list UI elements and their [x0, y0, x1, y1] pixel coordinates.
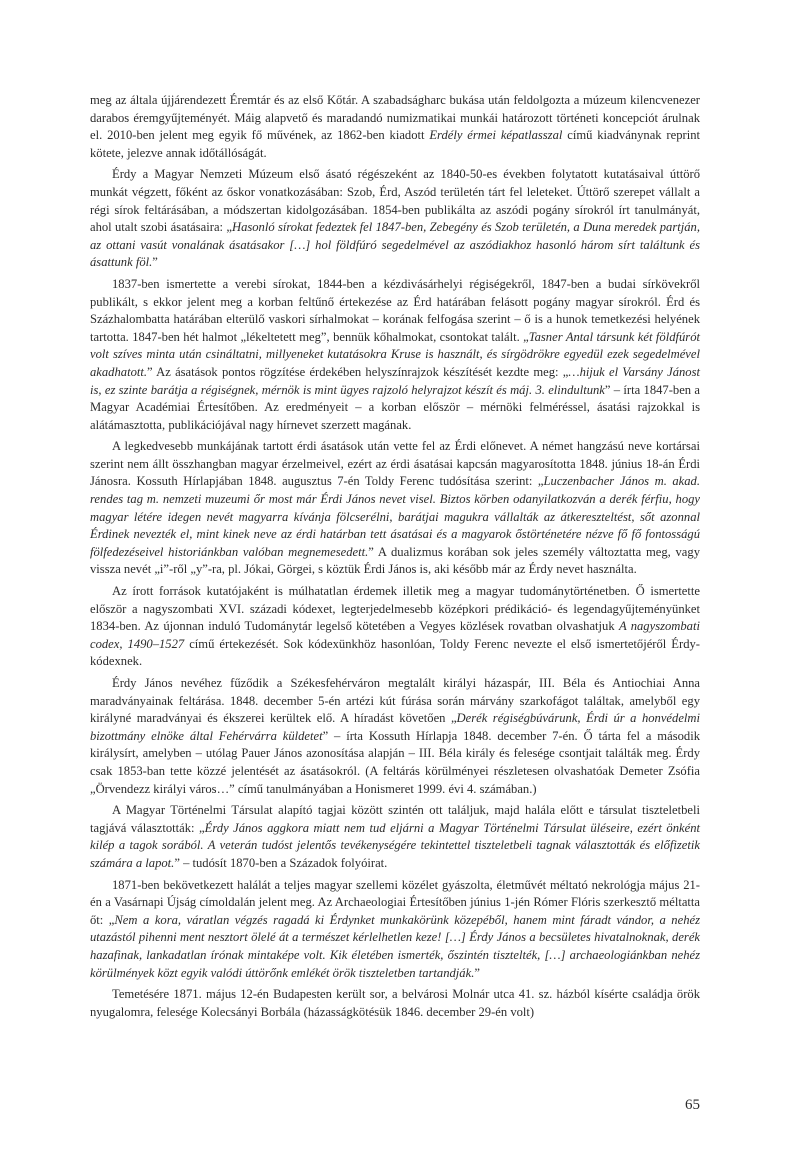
document-body [90, 92, 700, 1025]
paragraph-8: Temetésére 1871. május 12-én Budapesten került sor, a belvárosi Molnár utca 41. sz. házból kísérte családja örök nyugalomra, felesége Kolecsányi Borbála (házasságkötésük 1846. december 29-én volt) [90, 987, 700, 1019]
page-number: 65 [685, 1097, 700, 1113]
paragraph-6: A Magyar Történelmi Társulat alapító tagjai között szintén ott találjuk, majd halála előtt e társulat tiszteletbeli tagjává választották: „Érdy János aggkora miatt nem tud eljárni a Magyar Történelmi Társulat üléseire, ezért önként kilép a tagok sorából. A veterán tudóst jelentős tevékenységére tekintettel tiszteletbeli tagnak választották és előfizetik számára a lapot.” – tudósít 1870-ben a Századok folyóirat. [90, 803, 700, 870]
paragraph-0: meg az általa újjárendezett Éremtár és az első Kőtár. A szabadságharc bukása után feldolgozta a múzeum kilencvenezer darabos éremgyűjteményét. Máig alapvető és maradandó numizmatikai munkái határozott történeti koncepciót árulnak el. 2010-ben jelent meg egyik fő művének, az 1862-ben kiadott Erdély érmei képatlasszal című kiadványnak reprint kötete, jelezve annak időtállóságát. [90, 93, 701, 160]
paragraph-5: Érdy János nevéhez fűződik a Székesfehérváron megtalált királyi házaspár, III. Béla és Antiochiai Anna maradványainak feltárása. 1848. december 5-én artézi kút fúrása során márvány szarkofágot találtak, amelyből egy királyné maradványai és ékszerei kerültek elő. A híradást követően „Derék régiségbúvárunk, Érdi úr a honvédelmi bizottmány elnöke által Fehérvárra küldetet” – írta Kossuth Hírlapja 1848. december 7-én. Ő tárta fel a második királysírt, amelyben – utólag Pauer János azonosítása alapján – III. Béla király és felesége csontjait találták meg. Érdy csak 1853-ban tette közzé jelentését az ásatásokról. (A feltárás körülményei részletesen olvashatóak Demeter Zsófia „Örvendezz királyi város…” című tanulmányában a Honismeret 1999. évi 4. számában.) [90, 676, 700, 796]
paragraph-3: A legkedvesebb munkájának tartott érdi ásatások után vette fel az Érdi előnevet. A német hangzású neve kortársai szerint nem állt összhangban magyar érzelmeivel, ezért az érdi ásatásai kapcsán magyarosította 1848. június 18-án Érdi Jánosra. Kossuth Hírlapjában 1848. augusztus 7-én Toldy Ferenc tudósítása szerint: „Luczenbacher János m. akad. rendes tag m. nemzeti muzeumi őr most már Érdi János nevet visel. Biztos körben odanyilatkozván a derék férfiu, hogy magyar létére idegen nevét magyarra kívánja fölcserélni, barátjai magukra vállalták az átkereszteltést, sőt azonnal Érdinek nevezték el, mint kinek neve az érdi határban tett ásatásai és a magyarok őstörténetére nézve fő fő fontosságú fölfedezéseivel historiánkban valóban megnemesedett.” A dualizmus korában sok jeles személy változtatta meg, vagy vissza nevét „i”-ről „y”-ra, pl. Jókai, Görgei, s köztük Érdi János is, aki később már az Érdy nevet használta. [90, 439, 701, 577]
paragraph-1: Érdy a Magyar Nemzeti Múzeum első ásató régészeként az 1840-50-es években folytatott kutatásaival úttörő munkát végzett, főként az őskor vonatkozásában: Szob, Érd, Aszód területén tárt fel leleteket. Úttörő szerepet vállalt a régi sírok feltárásában, a módszertan kidolgozásában. 1854-ben publikálta az aszódi pogány sírokról írt tanulmányát, ahol utalt szobi ásatásaira: „Hasonló sírokat fedeztek fel 1847-ben, Zebegény és Szob területén, a Duna meredek partján, az ottani vasút vonalának ásatásakor […] hol földfúró segedelmével az aszódiakhoz hasonló három sírt találtunk és ásattunk föl.” [90, 167, 701, 270]
paragraph-2: 1837-ben ismertette a verebi sírokat, 1844-ben a kézdivásárhelyi régiségekről, 1847-ben a budai sírkövekről publikált, s ekkor jelent meg a korban feltűnő értekezése az Érd határában felásott pogány magyar sírokról. Érd és Százhalombatta határában elterülő vaskori sírhalmokat – korának felfogása szerint – ő is a hunok temetkezési helyének tartotta. 1847-ben hét halmot „lékeltetett meg”, bennük kőhalmokat, csontokat talált. „Tasner Antal társunk két földfúrót volt szíves minta után csináltatni, millyeneket kutatásokra Kruse is használt, és sírgödrökre egyedül ezek segedelmével akadhatott.” Az ásatások pontos rögzítése érdekében helyszínrajzok készítését kezdte meg: „…hijuk el Varsány Jánost is, ez szinte barátja a régiségnek, mérnök is mint ügyes rajzoló helyrajzot készít és máj. 3. elindultunk” – írta 1847-ben a Magyar Académiai Értesítőben. Az eredményeit – a korban először – mérnöki felméréssel, ásatási rajzokkal is alátámasztotta, publikációjával nagy hírnevet szerzett magának. [90, 276, 701, 432]
paragraph-7: 1871-ben bekövetkezett halálát a teljes magyar szellemi közélet gyászolta, életművét méltató nekrológja május 21-én a Vasárnapi Újság címoldalán jelent meg. Az Archaeologiai Értesítőben június 1-jén Rómer Flóris szerkesztő méltatta őt: „Nem a kora, váratlan végzés ragadá ki Érdynket munkakörünk közepéből, hanem mint fáradt vándor, a nehéz utazástól pihenni ment nesztort ölelé át a természet kérlelhetlen keze! […] Érdy János a becsületes hivatalnoknak, derék hazafinak, lankadatlan írónak mintaképe volt. Kik életében ismerték, őszintén tisztelték, […] archaeologiánkban nehéz körülmények közt egyik valódi úttörőnk emlékét örök tiszteletben tartandják.” [90, 877, 700, 980]
paragraph-4: Az írott források kutatójaként is múlhatatlan érdemek illetik meg a magyar tudománytörténetben. Ő ismertette először a nagyszombati XVI. századi kódexet, legterjedelmesebb középkori prédikáció- és legendagyűjteményünket 1834-ben. Az újonnan induló Tudománytár legelső kötetében a Vegyes közlések rovatban olvashatjuk A nagyszombati codex, 1490–1527 című értekezését. Sok kódexünkhöz hasonlóan, Toldy Ferenc nevezte el első ismertetőjéről Érdy-kódexnek. [90, 584, 700, 669]
